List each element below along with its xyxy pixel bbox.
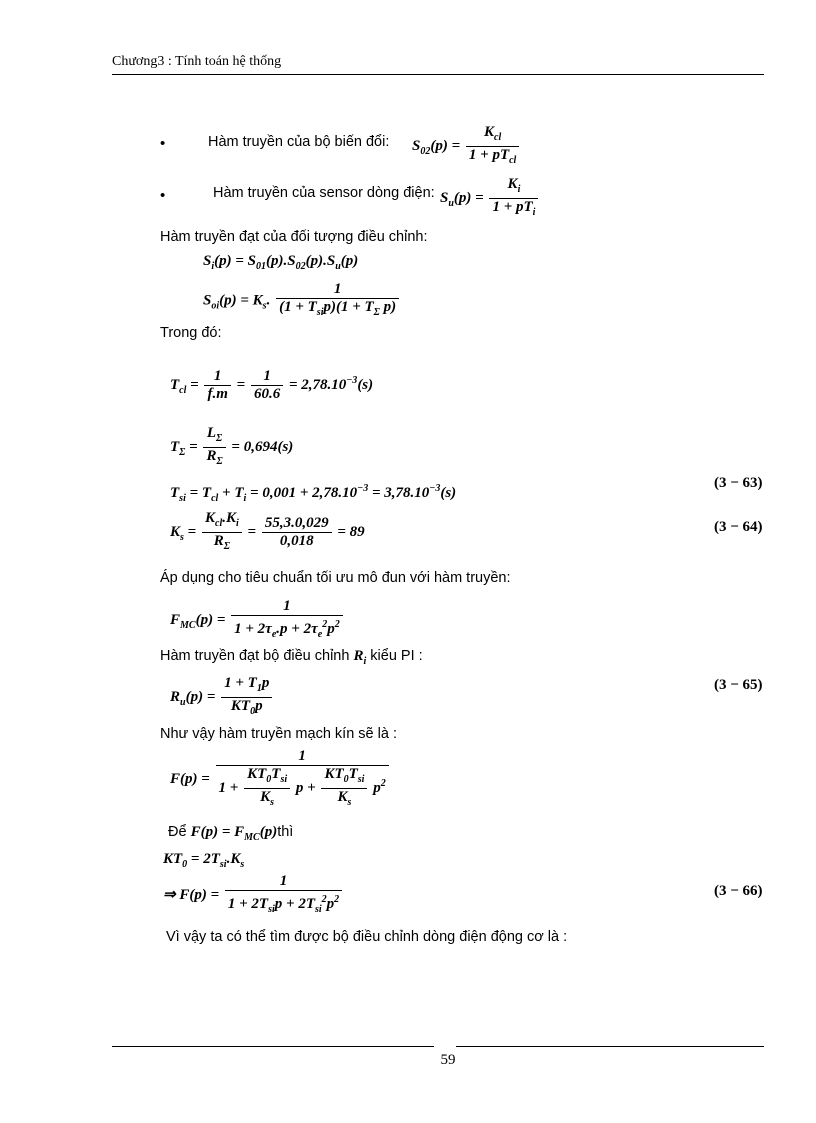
bullet1-text: Hàm truyền của bộ biến đổi:	[208, 134, 390, 150]
final-line: Vì vậy ta có thể tìm được bộ điều chỉnh dòng điện động cơ là :	[166, 929, 568, 945]
bullet2-text: Hàm truyền của sensor dòng điện:	[213, 185, 435, 201]
footer-rule-right	[456, 1046, 764, 1047]
bullet-dot: •	[160, 135, 166, 152]
footer-rule-left	[112, 1046, 434, 1047]
equation-number: (3 − 66)	[714, 883, 763, 899]
eq-object-combined: $S_{oi}(p) = K_s$. $\frac{1}{(1 + T_{si}p)(1 + T_\Sigma p)}$	[203, 281, 401, 321]
eq-tsum: $T_\Sigma$ = $\frac{L_\Sigma}{R_\Sigma}$ = 0,694(s)	[170, 425, 294, 467]
equation-number: (3 − 64)	[714, 519, 763, 535]
bullet-dot: •	[160, 187, 166, 204]
eq-ks: $K_s$ = $\frac{K_{cl}.K_i}{R_\Sigma}$ = $\frac{55,3.0,029}{0,018}$ = 89	[170, 510, 365, 552]
condition-line: Để $F(p) = F_{MC}(p)thì$	[168, 824, 294, 843]
eq-tsi: $T_{si} = T_{cl} + T_i = 0,001 + 2,78.10^{-3} = 3,78.10^{-3}(s)$	[170, 483, 457, 504]
object-line: Hàm truyền đạt của đối tượng điều chỉnh:	[160, 229, 428, 245]
apply-line: Áp dụng cho tiêu chuẩn tối ưu mô đun với hàm truyền:	[160, 570, 511, 586]
equation-number: (3 − 63)	[714, 475, 763, 491]
eq-sensor-transfer: $S_u(p)$ = $\frac{K_i}{1 + pT_i}$	[440, 176, 540, 221]
eq-tcl: $T_{cl}$ = $\frac{1}{f.m}$ = $\frac{1}{60.6}$ = $2,78.10^{-3}(s)$	[170, 368, 374, 402]
controller-line: Hàm truyền đạt bộ điều chỉnh $R_i$ kiểu PI :	[160, 648, 423, 667]
eq-final: ⇒ F(p) = $\frac{1}{1 + 2T_{si}p + 2T_{si}^2p^2}$	[163, 873, 344, 918]
eq-fmc: $F_{MC}(p)$ = $\frac{1}{1 + 2\tau_e.p + 2\tau_e^2p^2}$	[170, 598, 345, 643]
eq-controller: $R_u(p)$ = $\frac{1 + T_1p}{KT_0p}$	[170, 675, 274, 720]
page-header: Chương3 : Tính toán hệ thống	[112, 54, 282, 69]
eq-object-product: $S_i(p) = S_{01}(p).S_{02}(p).S_u(p)$	[203, 253, 359, 272]
eq-kt0: $KT_0 = 2T_{si}.K_s$	[163, 851, 245, 870]
closed-loop-line: Như vậy hàm truyền mạch kín sẽ là :	[160, 726, 397, 742]
header-rule	[112, 74, 764, 75]
trong-do: Trong đó:	[160, 325, 222, 341]
eq-closed-loop: F(p) = 1 1 + $\frac{KT_0T_{si}}{K_s}$ p + $\frac{KT_0T_{si}}{K_s}$ $p^2$	[170, 748, 391, 811]
equation-number: (3 − 65)	[714, 677, 763, 693]
eq-converter-transfer: $S_{02}(p)$ = $\frac{K_{cl}}{1 + pT_{cl}}$	[412, 124, 521, 169]
page-number: 59	[440, 1052, 456, 1068]
